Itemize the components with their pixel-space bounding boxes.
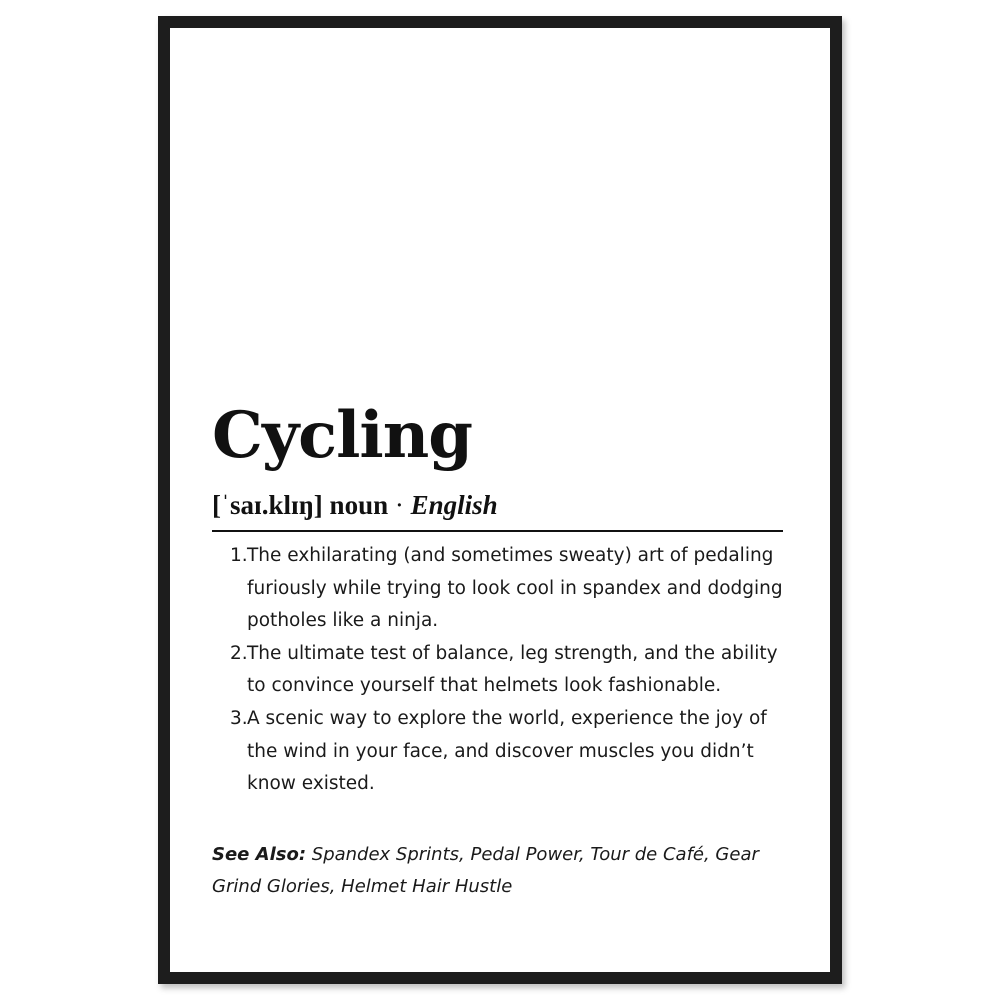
entry-word: Cycling: [212, 398, 472, 473]
pronunciation: [ˈsaɪ.klɪŋ]: [212, 490, 323, 520]
definition-item: [212, 638, 787, 703]
definition-card: [212, 396, 786, 903]
definition-text: The exhilarating (and sometimes sweaty) art of pedaling furiously while trying to look cool in spandex and dodging potholes like a ninja.: [247, 545, 783, 632]
definition-number: 3.: [230, 707, 248, 729]
part-of-speech: noun: [329, 490, 389, 520]
definition-text: The ultimate test of balance, leg strength, and the ability to convince yourself that helmets look fashionable.: [247, 642, 778, 697]
definition-number: 2.: [230, 642, 248, 664]
see-also: [212, 839, 772, 903]
language: English: [410, 490, 498, 520]
definition-item: [212, 540, 787, 638]
see-also-label: See Also:: [212, 843, 307, 865]
pronunciation-line: [212, 488, 783, 532]
definition-number: 1.: [230, 545, 248, 566]
separator: ·: [394, 490, 404, 520]
see-also-items: Spandex Sprints, Pedal Power, Tour de Café, Gear Grind Glories, Helmet Hair Hustle: [212, 843, 759, 897]
definition-list: [212, 540, 786, 801]
definition-item: [212, 703, 787, 801]
definition-text: A scenic way to explore the world, experience the joy of the wind in your face, and discover muscles you didn’t know existed.: [247, 707, 767, 795]
